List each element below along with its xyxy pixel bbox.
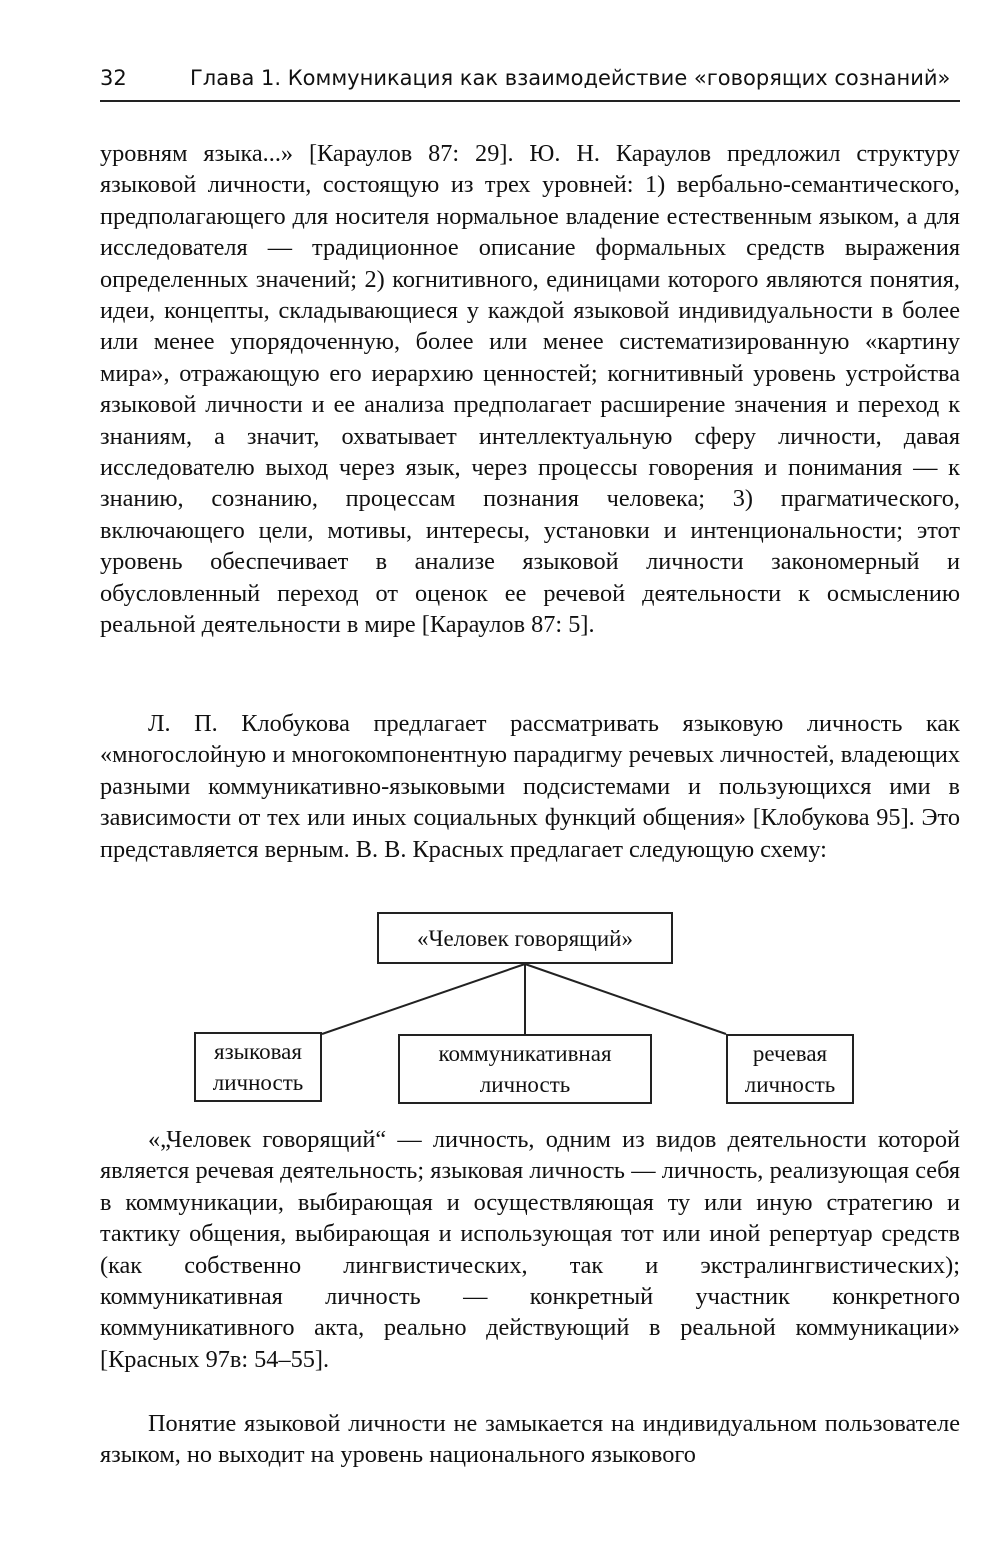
diagram-box-communicative (398, 1034, 652, 1104)
page-number: 32 (100, 66, 127, 90)
diagram-root-label: «Человек говорящий» (417, 925, 633, 951)
connector-line (322, 964, 525, 1034)
diagram-box-linguistic (194, 1032, 322, 1102)
diagram-root-box (377, 912, 673, 964)
box-label-line: коммуникативная (438, 1041, 612, 1066)
box-label-line: речевая (752, 1041, 828, 1066)
paragraph: Понятие языковой личности не замыкается на индивидуальном пользователе языком, но выходит на уровень национального языкового (100, 1410, 960, 1469)
running-header (100, 66, 960, 90)
box-label-line: личность (479, 1072, 571, 1097)
header-rule (100, 100, 960, 102)
paragraph: уровням языка...» [Караулов 87: 29]. Ю. Н. Караулов предложил структуру языковой личности, состоящую из трех уровней: 1) вербально-семантического, предполагающего для носителя нормальное владение естественным языком, а для исследователя — традиционное описание формальных средств выражения определенных значений; 2) когнитивного, единицами которого являются понятия, идеи, концепты, складывающиеся у каждой языковой индивидуальности в более или менее упорядоченную, более или менее систематизированную «картину мира», отражающую его иерархию ценностей; когнитивный уровень устройства языковой личности и ее анализа предполагает расширение значения и переход к знаниям, а значит, охватывает интеллектуальную сферу личности, давая исследователю выход через язык, через процессы говорения и понимания — к знанию, сознанию, процессам познания человека; 3) прагматического, включающего цели, мотивы, интересы, установки и интенциональности; этот уровень обеспечивает в анализе языковой личности закономерный и обусловленный переход от оценок ее речевой деятельности к осмыслению реальной деятельности в мире [Караулов 87: 5]. (100, 140, 960, 639)
running-title: Глава 1. Коммуникация как взаимодействие «говорящих сознаний» (190, 66, 951, 90)
box-label-line: языковая (214, 1039, 302, 1064)
box-label-line: личность (212, 1070, 304, 1095)
connector-line (525, 964, 726, 1034)
paragraph: «„Человек говорящий“ — личность, одним из видов деятельности которой является речевая деятельность; языковая личность — личность, реализующая себя в коммуникации, выбирающая и осуществляющая ту или иную стратегию и тактику общения, выбирающая и использующая тот или иной репертуар средств (как собственно лингвистических, так и экстралингвистических); коммуникативная личность — конкретный участник конкретного коммуникативного акта, реально действующий в реальной коммуникации» [Красных 97в: 54–55]. (100, 1126, 960, 1373)
paragraph: Л. П. Клобукова предлагает рассматривать языковую личность как «многослойную и многокомпонентную парадигму речевых личностей, владеющих разными коммуникативно-языковыми подсистемами и пользующихся ими в зависимости от тех или иных социальных функций общения» [Клобукова 95]. Это представляется верным. В. В. Красных предлагает следующую схему: (100, 710, 960, 863)
box-label-line: личность (744, 1072, 836, 1097)
diagram-box-speech (726, 1034, 854, 1104)
